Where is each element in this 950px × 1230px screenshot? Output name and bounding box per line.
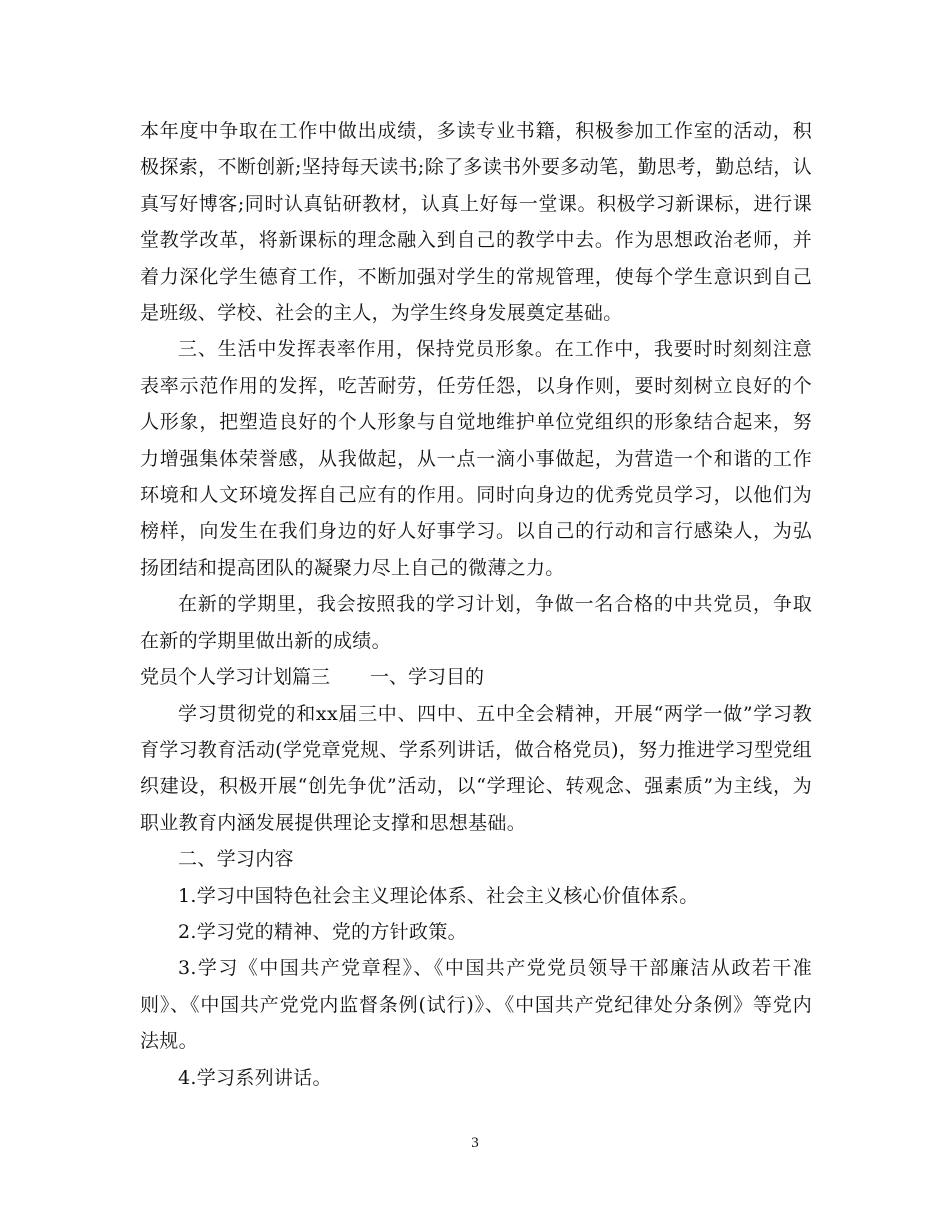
list-item-3: 3.学习《中国共产党章程》、《中国共产党党员领导干部廉洁从政若干准则》、《中国共产党党内监督条例(试行)》、《中国共产党纪律处分条例》等党内法规。 <box>140 957 812 1053</box>
list-item-1: 1.学习中国特色社会主义理论体系、社会主义核心价值体系。 <box>178 884 699 907</box>
list-item-4: 4.学习系列讲话。 <box>178 1066 332 1089</box>
section-heading-row <box>140 659 812 695</box>
document-title: 党员个人学习计划篇三 <box>140 666 331 689</box>
paragraph-party-member-image: 三、生活中发挥表率作用，保持党员形象。在工作中，我要时时刻刻注意表率示范作用的发挥，吃苦耐劳，任劳任怨，以身作则，要时刻树立良好的个人形象，把塑造良好的个人形象与自觉地维护单位党组织的形象结合起来，努力增强集体荣誉感，从我做起，从一点一滴小事做起，为营造一个和谐的工作环境和人文环境发挥自己应有的作用。同时向身边的优秀党员学习，以他们为榜样，向发生在我们身边的好人好事学习。以自己的行动和言行感染人，为弘扬团结和提高团队的凝聚力尽上自己的微薄之力。 <box>140 338 812 579</box>
section-heading-study-purpose: 一、学习目的 <box>370 666 485 689</box>
list-item-2: 2.学习党的精神、党的方针政策。 <box>178 920 467 943</box>
paragraph-study-purpose: 学习贯彻党的和xx届三中、四中、五中全会精神，开展“两学一做”学习教育学习教育活动(学党章党规、学系列讲话，做合格党员)，努力推进学习型党组织建设，积极开展“创先争优”活动，以“学理论、转观念、强素质”为主线，为职业教育内涵发展提供理论支撑和思想基础。 <box>140 702 812 834</box>
paragraph-new-semester: 在新的学期里，我会按照我的学习计划，争做一名合格的中共党员，争取在新的学期里做出新的成绩。 <box>140 593 812 652</box>
document-page <box>140 113 812 1096</box>
paragraph-study-plan-goals: 本年度中争取在工作中做出成绩，多读专业书籍，积极参加工作室的活动，积极探索，不断创新;坚持每天读书;除了多读书外要多动笔，勤思考，勤总结，认真写好博客;同时认真钻研教材，认真上好每一堂课。积极学习新课标，进行课堂教学改革，将新课标的理念融入到自己的教学中去。作为思想政治老师，并着力深化学生德育工作，不断加强对学生的常规管理，使每个学生意识到自己是班级、学校、社会的主人，为学生终身发展奠定基础。 <box>140 120 812 325</box>
section-heading-study-content: 二、学习内容 <box>178 848 294 871</box>
page-number: 3 <box>471 1135 479 1151</box>
